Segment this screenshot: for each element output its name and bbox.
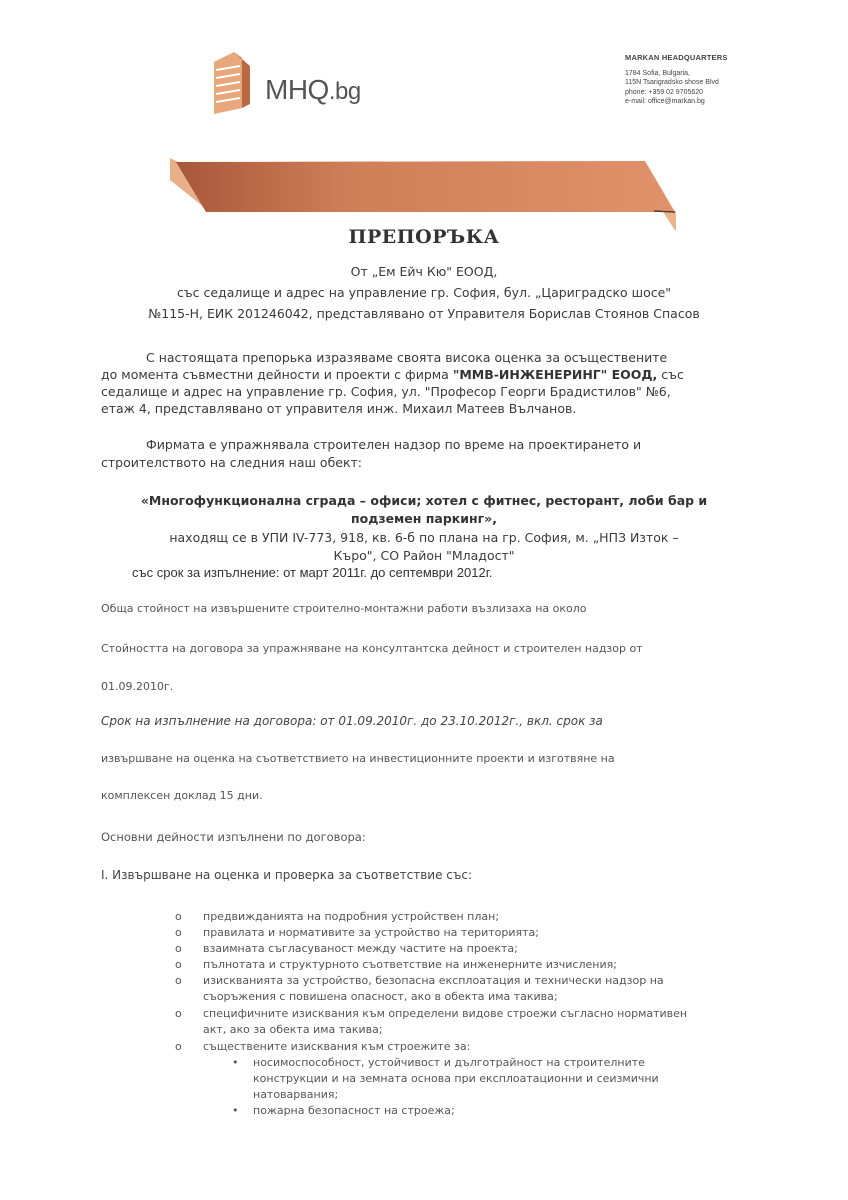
object-name: «Многофункционална сграда – офиси; хотел с фитнес, ресторант, лоби бар и [140,493,708,508]
contract-value: Стойността на договора за упражняване на консултантска дейност и строителен надзор от [101,642,643,655]
para1-line: С настоящата препорька изразяваме своята висока оценка за осъществените [146,350,668,365]
bullet-o: o [175,958,182,971]
header-ribbon [170,150,770,230]
bullet-o: o [175,1007,182,1020]
term-line: извършване на оценка на съответствието на инвестиционните проекти и изготвяне на [101,752,615,765]
term-line: комплексен доклад 15 дни. [101,789,263,802]
list-item-cont: акт, ако за обекта има такива; [203,1023,383,1036]
from-line: със седалище и адрес на управление гр. София, бул. „Цариградско шосе" [176,285,672,300]
hq-line: 1784 Sofia, Bulgaria, [625,69,690,77]
list-item: пълнотата и структурното съответствие на инженерните изчисления; [203,958,617,971]
list-item: съществените изисквания към строежите за: [203,1040,471,1053]
hq-line: e-mail: office@markan.bg [625,98,705,105]
bullet-star: • [232,1056,239,1069]
hq-address-block [625,53,728,107]
para1-line [101,367,684,382]
bullet-o: o [175,942,182,955]
list-item: изискванията за устройство, безопасна експлоатация и технически надзор на [203,974,664,987]
contract-date: 01.09.2010г. [101,680,174,693]
bullet-star: • [232,1104,239,1117]
total-value: Обща стойност на извършените строително-монтажни работи възлизаха на около [101,602,587,615]
para1-line: етаж 4, представлявано от управителя инж. Михаил Матеев Вълчанов. [101,401,577,416]
from-line: От „Ем Ейч Кю" ЕООД, [350,264,498,279]
bullet-o: o [175,1040,182,1053]
list-item: предвижданията на подробния устройствен план; [203,910,500,923]
object-location: находящ се в УПИ IV-773, 918, кв. 6-б по плана на гр. София, м. „НПЗ Изток – [169,530,679,545]
para1-line: седалище и адрес на управление гр. София, ул. "Професор Георги Брадистилов" №6, [101,384,671,399]
object-term: със срок за изпълнение: от март 2011г. до септември 2012г. [132,565,493,580]
para1-text: до момента съвместни дейности и проекти с фирма [101,367,453,382]
sub-item: пожарна безопасност на строежа; [253,1104,455,1117]
from-line: №115-Н, ЕИК 201246042, представлявано от Управителя Борислав Стоянов Спасов [148,306,700,321]
list-item-cont: съоръжения с повишена опасност, ако в обекта има такива; [203,990,558,1003]
hq-title: MARKAN HEADQUARTERS [625,53,728,62]
sub-item-cont: конструкции и на земната основа при експлоатационни и сеизмични [253,1072,659,1085]
object-name: подземен паркинг», [351,511,497,526]
term-line: Срок на изпълнение на договора: от 01.09.2010г. до 23.10.2012г., вкл. срок за [101,714,603,728]
section-heading: I. Извършване на оценка и проверка за съответствие със: [101,868,472,882]
list-item: правилата и нормативите за устройство на територията; [203,926,539,939]
list-item: взаимната съгласуваност между частите на проекта; [203,942,518,955]
para2-line: строителството на следния наш обект: [101,455,363,470]
main-activities-heading: Основни дейности изпълнени по договора: [101,830,366,844]
company-name: "ММВ-ИНЖЕНЕРИНГ" ЕООД, [452,367,658,382]
para2-line: Фирмата е упражнявала строителен надзор по време на проектирането и [146,437,642,452]
bullet-o: o [175,974,182,987]
object-location: Къро", СО Район "Младост" [333,548,515,563]
bullet-o: o [175,910,182,923]
logo-text [265,74,361,106]
list-item: специфичните изисквания към определени видове строежи съгласно нормативен [203,1007,688,1020]
document-title: ПРЕПОРЪКА [348,226,500,248]
bullet-o: o [175,926,182,939]
para1-text: със [657,367,684,382]
sub-item-cont: натоварвания; [253,1088,339,1101]
logo-name: MHQ [265,74,329,105]
sub-item: носимоспособност, устойчивост и дълготрайност на строителните [253,1056,645,1069]
hq-line: phone: +359 02 9705620 [625,88,704,96]
hq-line: 115N Tsarigradsko shose Blvd [625,79,719,86]
logo-suffix: .bg [328,78,361,105]
